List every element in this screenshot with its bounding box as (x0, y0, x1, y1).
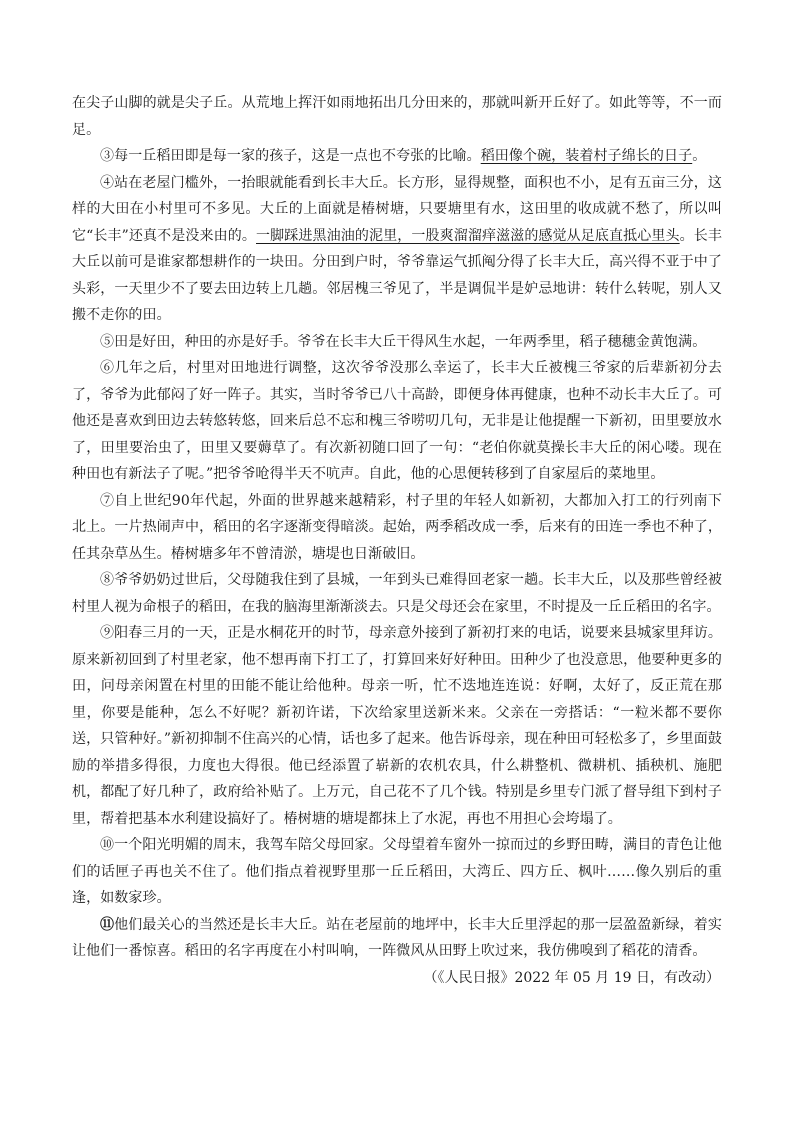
paragraph-3 (72, 143, 722, 170)
paragraph-11-number: ⑪ (100, 916, 115, 933)
paragraph-5: ⑤田是好田，种田的亦是好手。爷爷在长丰大丘干得风生水起，一年两季里，稻子穗穗金黄饱满。 (100, 333, 707, 350)
paragraph-4-rest: 。长丰大丘以前可是谁家都想耕作的一块田。分田到户时，爷爷靠运气抓阄分得了长丰大丘，高兴得不亚于中了头彩，一天里少不了要去田边转上几趟。邻居槐三爷见了，半是调侃半是妒忌地讲：转什么转呢，别人又搬不走你的田。 (72, 227, 722, 323)
paragraph-4-text: ④站在老屋门槛外，一抬眼就能看到长丰大丘。长方形，显得规整，面积也不小，足有五亩三分，这样的大田在小村里可不多见。大丘的上面就是椿树塘，只要塘里有水，这田里的收成就不愁了，所以叫它“长丰”还真不是没来由的。 (72, 174, 722, 244)
paragraph-6: ⑥几年之后，村里对田地进行调整，这次爷爷没那么幸运了，长丰大丘被槐三爷家的后辈新初分去了，爷爷为此郁闷了好一阵子。其实，当时爷爷已八十高龄，即便身体再健康，也种不动长丰大丘了。可他还是喜欢到田边去转悠转悠，回来后总不忘和槐三爷唠叨几句，无非是让他提醒一下新初，田里要放水了，田里要治虫了，田里又要薅草了。有次新初随口回了一句：“老伯你就莫操长丰大丘的闲心喽。现在种田也有新法子了呢。”把爷爷呛得半天不吭声。自此，他的心思便转移到了自家屋后的菜地里。 (72, 360, 722, 482)
article-source: （《人民日报》2022 年 05 月 19 日，有改动） (423, 969, 720, 986)
paragraph-7: ⑦自上世纪90年代起，外面的世界越来越精彩，村子里的年轻人如新初，大都加入打工的行列南下北上。一片热闹声中，稻田的名字逐渐变得暗淡。起始，两季稻改成一季，后来有的田连一季也不种了，任其杂草丛生。椿树塘多年不曾清淤，塘堤也日渐破旧。 (72, 492, 722, 562)
underlined-sentence-2: 一脚踩进黑油油的泥里，一股爽溜溜痒滋滋的感觉从足底直抵心里头 (256, 227, 680, 244)
underlined-sentence-1: 稻田像个碗，装着村子绵长的日子 (480, 148, 693, 164)
paragraph-3-text: ③每一丘稻田即是每一家的孩子，这是一点也不夸张的比喻。 (100, 148, 481, 164)
paragraph-9: ⑨阳春三月的一天，正是水桐花开的时节，母亲意外接到了新初打来的电话，说要来县城家里拜访。原来新初回到了村里老家，他不想再南下打工了，打算回来好好种田。田种少了也没意思，他要种更多的田，问母亲闲置在村里的田能不能让给他种。母亲一听，忙不迭地连连说：好啊，太好了，反正荒在那里，你要是能种，怎么不好呢？新初许诺，下次给家里送新米来。父亲在一旁搭话：“一粒米都不要你送，只管种好。”新初抑制不住高兴的心情，话也多了起来。他告诉母亲，现在种田可轻松多了，乡里面鼓励的举措多得很，力度也大得很。他已经添置了崭新的农机农具，什么耕整机、微耕机、插秧机、施肥机，都配了好几种了，政府给补贴了。上万元，自己花不了几个钱。特别是乡里专门派了督导组下到村子里，帮着把基本水利建设搞好了。椿树塘的塘堤都抹上了水泥，再也不用担心会垮塌了。 (72, 625, 722, 827)
paragraph-10: ⑩一个阳光明媚的周末，我驾车陪父母回家。父母望着车窗外一掠而过的乡野田畴，满目的青色让他们的话匣子再也关不住了。他们指点着视野里那一丘丘稻田，大湾丘、四方丘、枫叶……像久别后的重逢，如数家珍。 (72, 837, 722, 906)
paragraph-3-end: 。 (692, 148, 707, 164)
paragraph-11-text: 他们最关心的当然还是长丰大丘。站在老屋前的地坪中，长丰大丘里浮起的那一层盈盈新绿，着实让他们一番惊喜。稻田的名字再度在小村叫响，一阵微风从田野上吹过来，我仿佛嗅到了稻花的清香。 (72, 916, 722, 959)
paragraph-8: ⑧爷爷奶奶过世后，父母随我住到了县城，一年到头已难得回老家一趟。长丰大丘，以及那些曾经被村里人视为命根子的稻田，在我的脑海里渐渐淡去。只是父母还会在家里，不时提及一丘丘稻田的名字。 (72, 572, 722, 615)
paragraph-continued: 在尖子山脚的就是尖子丘。从荒地上挥汗如雨地拓出几分田来的，那就叫新开丘好了。如此等等，不一而足。 (72, 95, 722, 138)
article-body (72, 90, 722, 991)
paragraph-11 (72, 912, 722, 965)
paragraph-4 (72, 170, 722, 329)
